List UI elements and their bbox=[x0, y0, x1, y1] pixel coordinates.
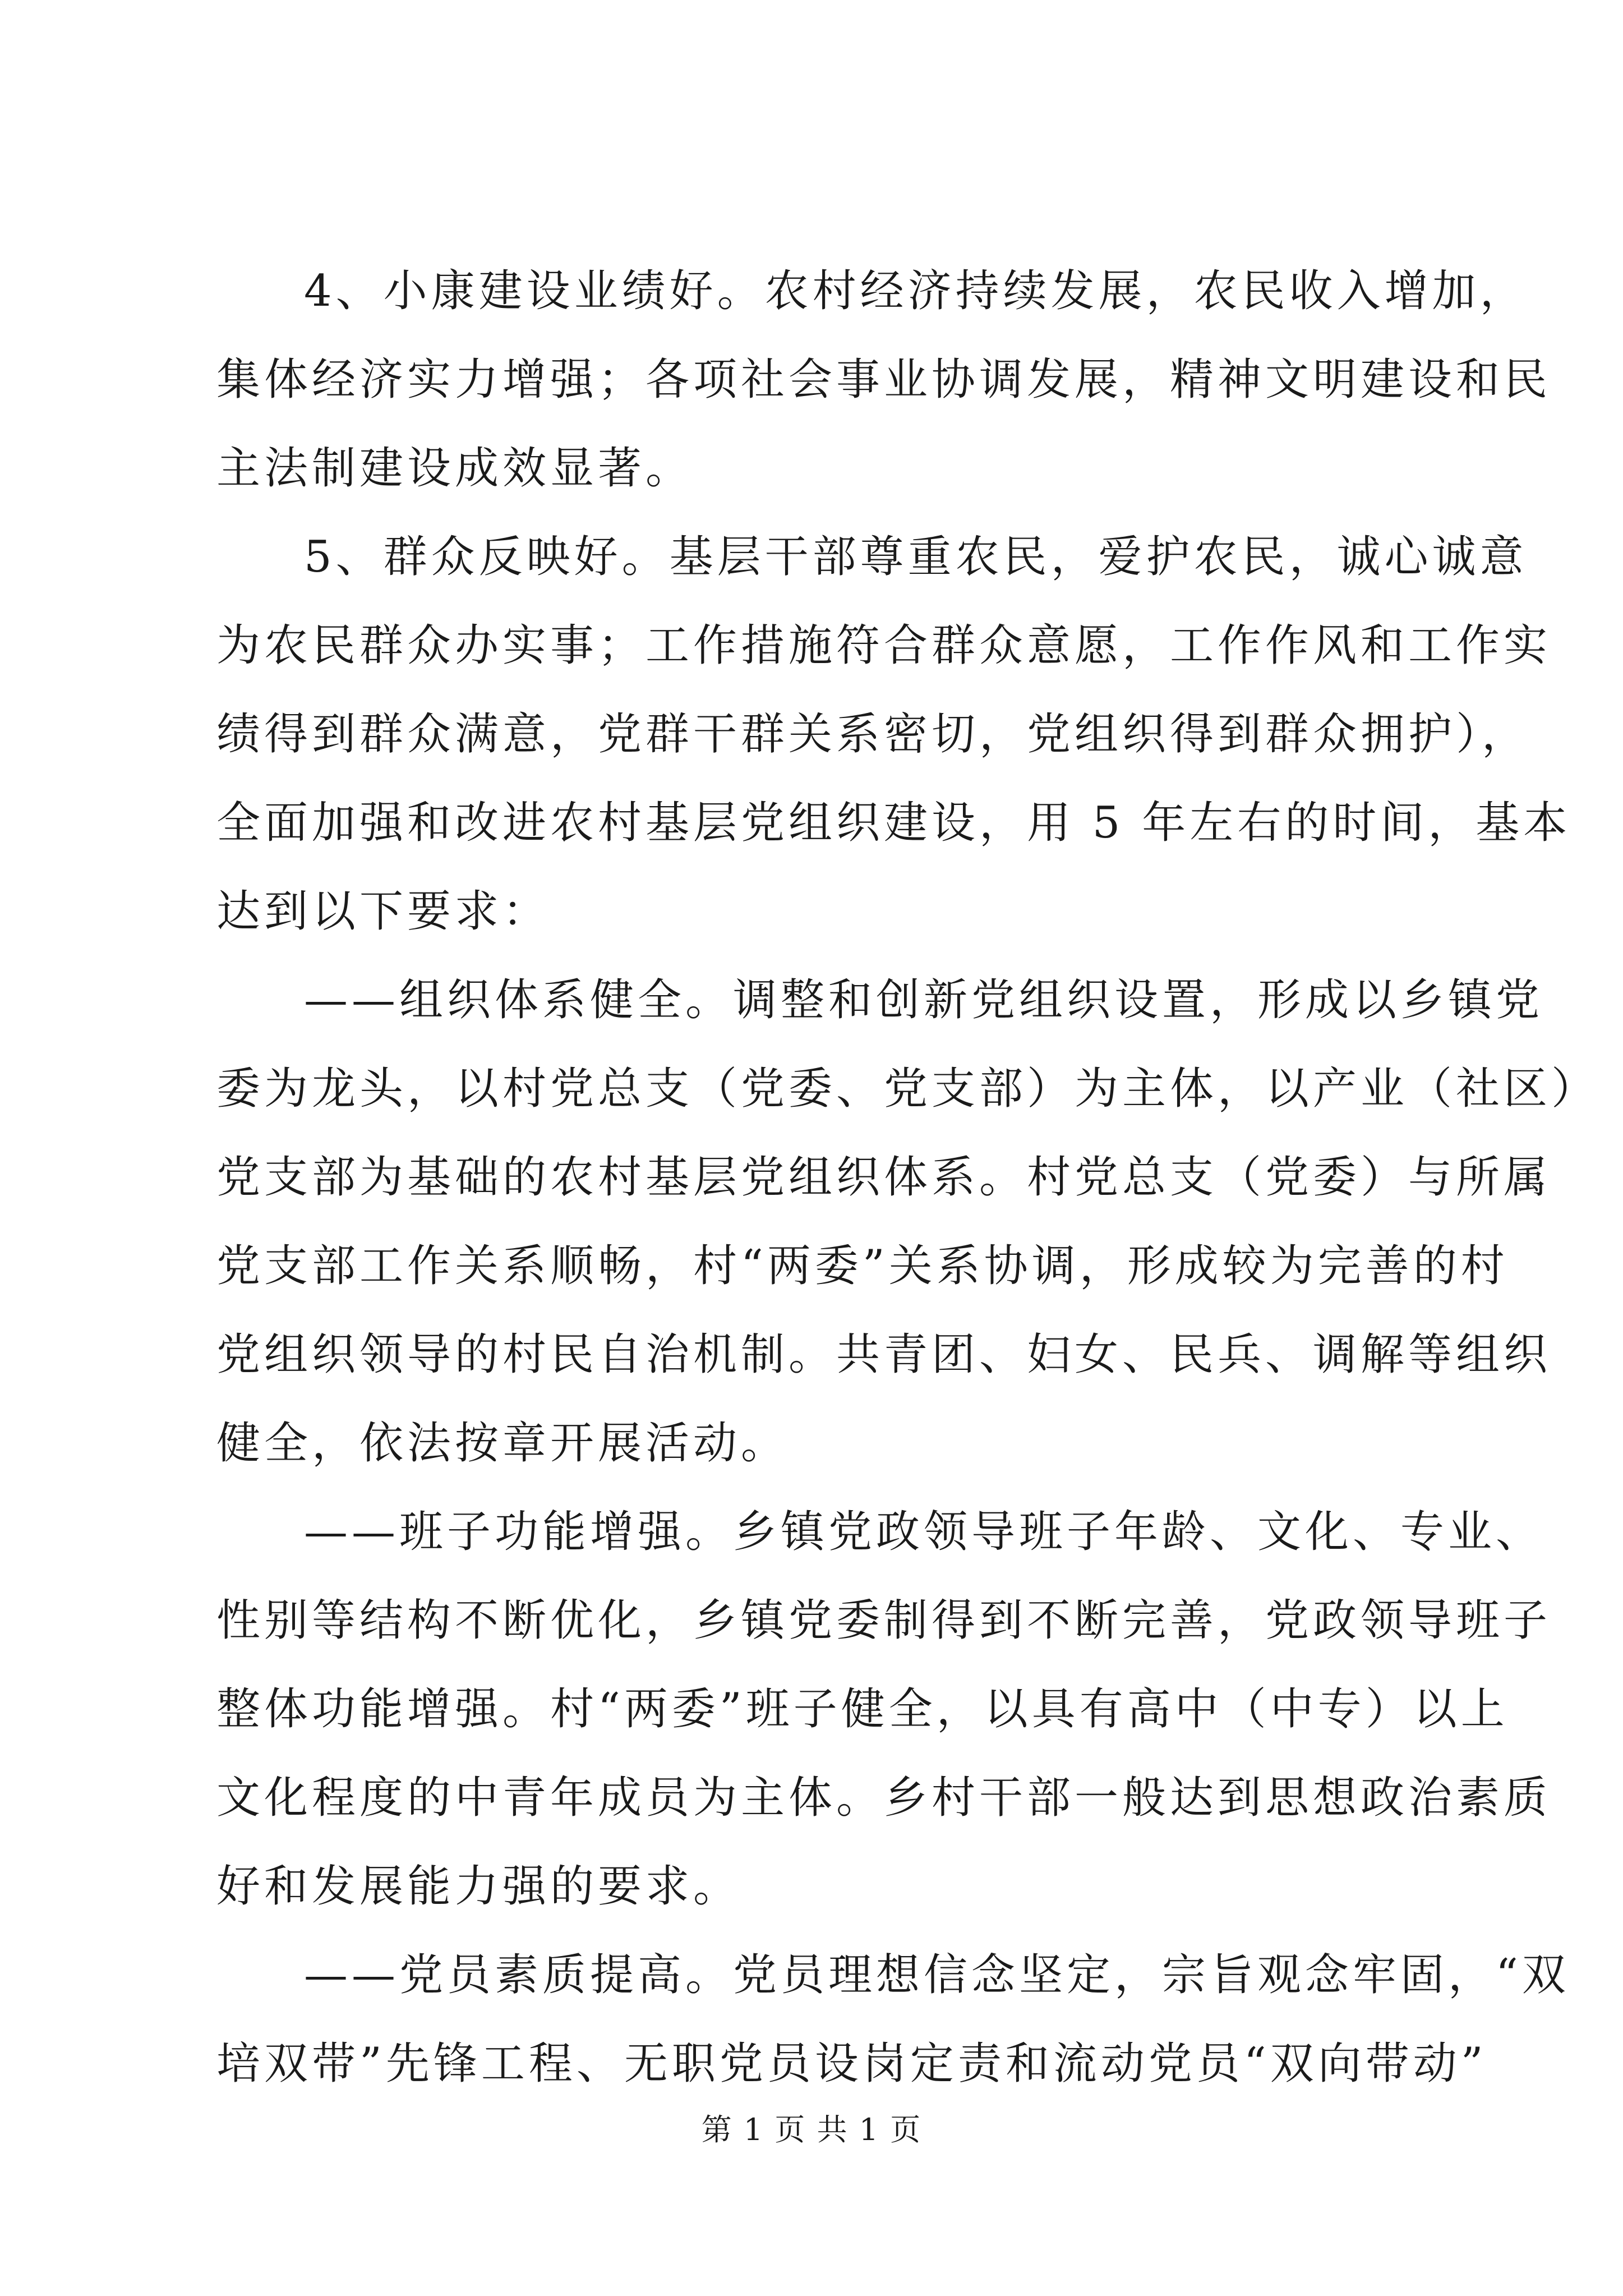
paragraph-organization-line-5: 党组织领导的村民自治机制。共青团、妇女、民兵、调解等组织 bbox=[216, 1329, 1552, 1380]
paragraph-organization-line-2: 委为龙头，以村党总支（党委、党支部）为主体，以产业（社区） bbox=[216, 1064, 1599, 1114]
paragraph-5-line-5: 达到以下要求： bbox=[216, 886, 551, 937]
paragraph-organization-line-3: 党支部为基础的农村基层党组织体系。村党总支（党委）与所属 bbox=[216, 1152, 1552, 1203]
paragraph-5-line-1: 5、群众反映好。基层干部尊重农民，爱护农民，诚心诚意 bbox=[304, 532, 1528, 582]
document-body bbox=[216, 247, 1599, 2108]
paragraph-organization-line-4: 党支部工作关系顺畅，村“两委”关系协调，形成较为完善的村 bbox=[216, 1241, 1509, 1291]
paragraph-4-line-3: 主法制建设成效显著。 bbox=[216, 443, 694, 494]
paragraph-members-line-2: 培双带”先锋工程、无职党员设岗定责和流动党员“双向带动” bbox=[216, 2039, 1487, 2089]
paragraph-organization-line-6: 健全，依法按章开展活动。 bbox=[216, 1418, 789, 1469]
paragraph-4-line-1: 4、小康建设业绩好。农村经济持续发展，农民收入增加， bbox=[304, 266, 1528, 316]
paragraph-members-line-1: ——党员素质提高。党员理想信念坚定，宗旨观念牢固，“双 bbox=[304, 1950, 1570, 2000]
paragraph-4-line-2: 集体经济实力增强；各项社会事业协调发展，精神文明建设和民 bbox=[216, 355, 1552, 405]
page-footer: 第 1 页 共 1 页 bbox=[701, 2112, 922, 2147]
paragraph-organization-line-1: ——组织体系健全。调整和创新党组织设置，形成以乡镇党 bbox=[304, 975, 1544, 1025]
paragraph-5-line-2: 为农民群众办实事；工作措施符合群众意愿，工作作风和工作实 bbox=[216, 620, 1552, 671]
paragraph-leadership-line-4: 文化程度的中青年成员为主体。乡村干部一般达到思想政治素质 bbox=[216, 1773, 1552, 1823]
paragraph-leadership-line-3: 整体功能增强。村“两委”班子健全，以具有高中（中专）以上 bbox=[216, 1684, 1509, 1734]
paragraph-5-line-3: 绩得到群众满意，党群干群关系密切，党组织得到群众拥护）， bbox=[216, 709, 1530, 760]
paragraph-5-line-4: 全面加强和改进农村基层党组织建设，用 5 年左右的时间，基本 bbox=[216, 798, 1571, 848]
paragraph-leadership-line-2: 性别等结构不断优化，乡镇党委制得到不断完善，党政领导班子 bbox=[216, 1595, 1552, 1646]
paragraph-leadership-line-1: ——班子功能增强。乡镇党政领导班子年龄、文化、专业、 bbox=[304, 1507, 1544, 1557]
paragraph-leadership-line-5: 好和发展能力强的要求。 bbox=[216, 1861, 741, 1912]
